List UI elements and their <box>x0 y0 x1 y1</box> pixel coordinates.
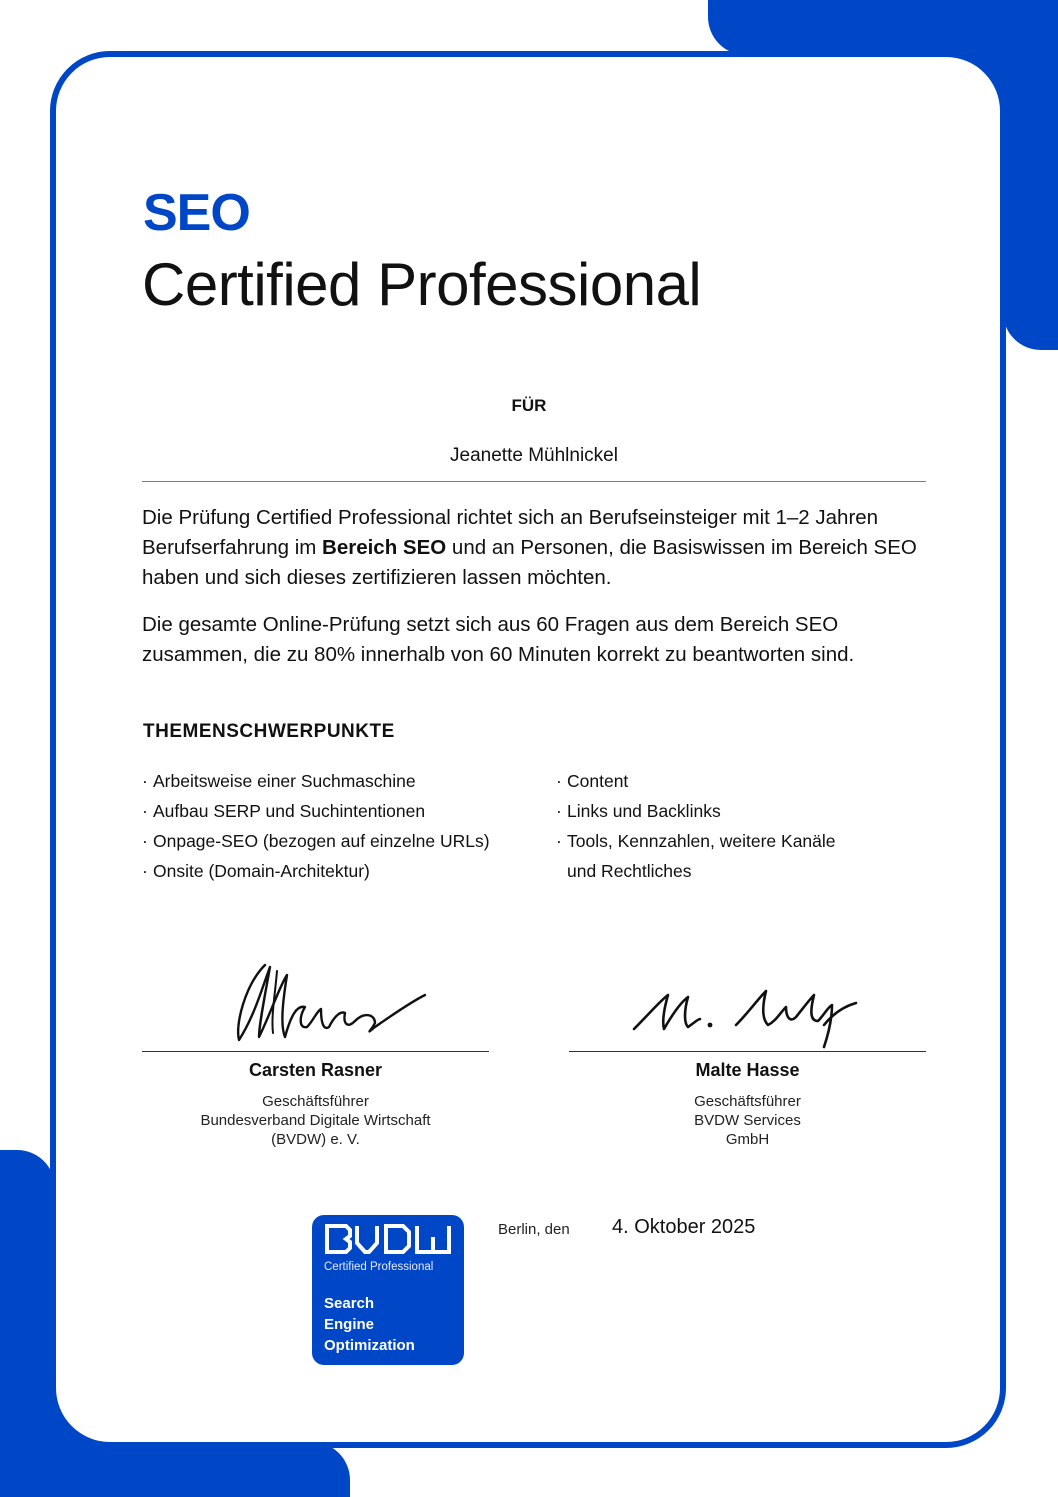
for-label: FÜR <box>511 396 547 415</box>
description-paragraph-2: Die gesamte Online-Prüfung setzt sich aus 60 Fragen aus dem Bereich SEO zusammen, die zu 80% innerhalb von 60 Minuten korrekt zu beantworten sind. <box>142 613 855 666</box>
signature-line-left <box>142 1051 489 1052</box>
signatory-role-line: Bundesverband Digitale Wirtschaft <box>200 1112 431 1129</box>
signatory-role-line: BVDW Services <box>694 1112 801 1129</box>
badge-topic <box>324 1293 454 1356</box>
recipient-underline <box>142 481 926 482</box>
signatory-role <box>569 1092 926 1149</box>
issue-place-label: Berlin, den <box>498 1221 570 1238</box>
bvdw-logo <box>324 1223 452 1255</box>
badge-subtitle: Certified Professional <box>324 1261 434 1273</box>
topic-item: · Tools, Kennzahlen, weitere Kanäle <box>556 826 886 856</box>
topic-item: · Arbeitsweise einer Suchmaschine <box>142 766 490 796</box>
certificate-title: Certified Professional <box>142 251 702 318</box>
signatory-name: Carsten Rasner <box>248 1060 383 1080</box>
corner-block-bottom-left-a <box>0 1150 55 1320</box>
signatory-name: Malte Hasse <box>695 1060 800 1080</box>
topics-list-right <box>556 766 886 886</box>
description-paragraph-1 <box>142 503 942 593</box>
description-text: und an Personen, die Basiswissen im Bereich SEO haben und sich dieses zertifizieren lassen möchten. <box>142 536 917 589</box>
signature-malte-hasse <box>628 985 863 1055</box>
signature-line-right <box>569 1051 926 1052</box>
topics-heading: THEMENSCHWERPUNKTE <box>143 721 395 742</box>
signatory-role-line: Geschäftsführer <box>694 1093 801 1110</box>
issue-date: 4. Oktober 2025 <box>612 1216 756 1238</box>
signatory-role <box>142 1092 489 1149</box>
certificate-subject: SEO <box>143 184 250 242</box>
description-text: Die Prüfung Certified Professional richtet sich an Berufseinsteiger mit 1–2 Jahren Berufserfahrung im <box>142 506 879 559</box>
topic-item: · Links und Backlinks <box>556 796 886 826</box>
badge-topic-line: Optimization <box>324 1337 415 1354</box>
bvdw-certification-badge <box>312 1215 464 1365</box>
signature-carsten-rasner <box>225 955 435 1050</box>
description-bold-text: Bereich SEO <box>322 536 447 559</box>
topic-item: · Onsite (Domain-Architektur) <box>142 856 490 886</box>
badge-topic-line: Search <box>324 1295 375 1312</box>
topic-item: · Content <box>556 766 886 796</box>
corner-block-top-right-a <box>708 0 1058 55</box>
recipient-name: Jeanette Mühlnickel <box>450 445 618 466</box>
signatory-role-line: GmbH <box>725 1131 770 1148</box>
signatory-role-line: (BVDW) e. V. <box>271 1131 360 1148</box>
signatory-role-line: Geschäftsführer <box>262 1093 369 1110</box>
topic-item-continuation: und Rechtliches <box>567 861 692 881</box>
topics-list-left <box>142 766 490 886</box>
topic-item: · Onpage-SEO (bezogen auf einzelne URLs) <box>142 826 490 856</box>
corner-block-top-right-c <box>1003 180 1058 350</box>
badge-topic-line: Engine <box>324 1316 375 1333</box>
topic-item: · Aufbau SERP und Suchintentionen <box>142 796 490 826</box>
corner-block-bottom-left-c <box>0 1442 350 1497</box>
